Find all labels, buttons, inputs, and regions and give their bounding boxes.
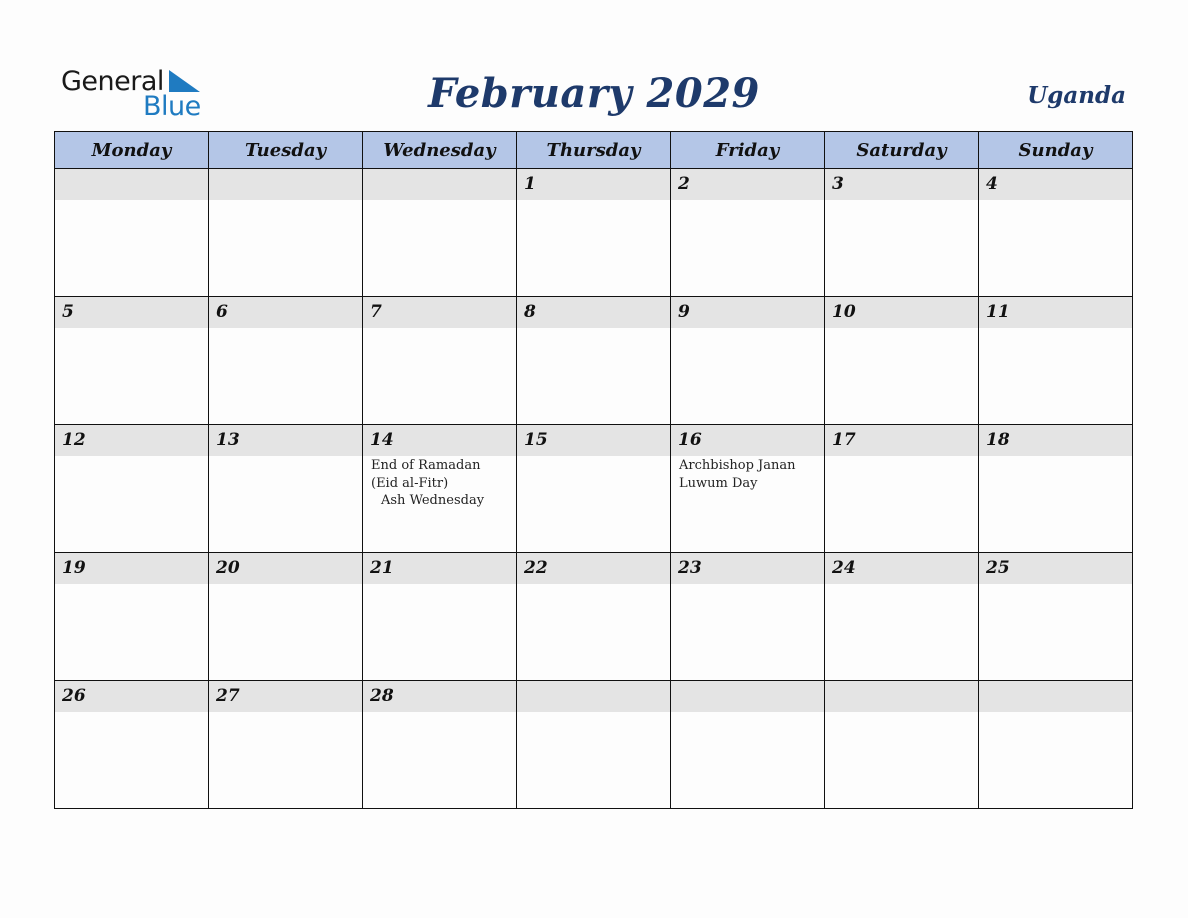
day-number-bar [517, 297, 670, 328]
calendar-title: February 2029 [428, 70, 760, 117]
day-cell[interactable] [55, 297, 209, 425]
day-number: 17 [832, 430, 856, 450]
day-number: 10 [832, 302, 856, 322]
day-number: 12 [62, 430, 86, 450]
day-cell[interactable] [825, 169, 979, 297]
day-number-bar [55, 553, 208, 584]
day-cell[interactable] [517, 297, 671, 425]
day-cell[interactable] [363, 681, 517, 809]
day-number: 24 [832, 558, 856, 578]
week-row [55, 297, 1133, 425]
day-cell[interactable] [209, 681, 363, 809]
day-number-bar [517, 681, 670, 712]
calendar-grid [54, 131, 1133, 809]
day-cell[interactable] [825, 425, 979, 553]
holiday-event: Archbishop Janan Luwum Day [679, 458, 796, 491]
day-number-bar [979, 553, 1132, 584]
week-row [55, 681, 1133, 809]
day-cell[interactable] [363, 297, 517, 425]
day-cell[interactable] [363, 553, 517, 681]
day-number: 20 [216, 558, 240, 578]
day-cell[interactable] [517, 553, 671, 681]
day-number-bar [671, 425, 824, 456]
day-number-bar [517, 425, 670, 456]
day-number-bar [209, 553, 362, 584]
day-number-bar [671, 169, 824, 200]
day-number: 11 [986, 302, 1010, 322]
day-number: 7 [370, 302, 382, 322]
weekday-header: Sunday [979, 132, 1133, 169]
day-number-bar [55, 169, 208, 200]
day-number-bar [363, 169, 516, 200]
empty-day-cell [517, 681, 671, 809]
day-cell[interactable] [209, 553, 363, 681]
weekday-header-row [55, 132, 1133, 169]
day-cell[interactable] [671, 425, 825, 553]
day-number: 15 [524, 430, 548, 450]
holiday-list [363, 456, 516, 510]
day-number-bar [55, 681, 208, 712]
holiday-list [671, 456, 824, 492]
country-label: Uganda [1027, 82, 1126, 109]
day-number: 19 [62, 558, 86, 578]
day-number: 26 [62, 686, 86, 706]
day-cell[interactable] [979, 425, 1133, 553]
day-number-bar [55, 425, 208, 456]
day-number-bar [209, 425, 362, 456]
weekday-header: Wednesday [363, 132, 517, 169]
week-row [55, 553, 1133, 681]
day-number: 9 [678, 302, 690, 322]
day-cell[interactable] [671, 553, 825, 681]
day-number: 18 [986, 430, 1010, 450]
day-number: 5 [62, 302, 74, 322]
day-cell[interactable] [55, 553, 209, 681]
day-number-bar [363, 297, 516, 328]
weekday-header: Saturday [825, 132, 979, 169]
day-cell[interactable] [979, 297, 1133, 425]
day-cell[interactable] [979, 169, 1133, 297]
day-number-bar [979, 425, 1132, 456]
day-cell[interactable] [55, 425, 209, 553]
day-number-bar [979, 169, 1132, 200]
day-number-bar [209, 297, 362, 328]
empty-day-cell [979, 681, 1133, 809]
day-cell[interactable] [209, 425, 363, 553]
empty-day-cell [671, 681, 825, 809]
day-number: 2 [678, 174, 690, 194]
weekday-header: Thursday [517, 132, 671, 169]
day-number: 14 [370, 430, 394, 450]
holiday-event: Ash Wednesday [381, 493, 485, 508]
day-number: 1 [524, 174, 536, 194]
day-cell[interactable] [209, 297, 363, 425]
day-number: 4 [986, 174, 998, 194]
day-number: 25 [986, 558, 1010, 578]
day-number-bar [671, 681, 824, 712]
day-number-bar [825, 169, 978, 200]
day-number-bar [671, 297, 824, 328]
empty-day-cell [363, 169, 517, 297]
day-number-bar [979, 297, 1132, 328]
day-number-bar [363, 681, 516, 712]
empty-day-cell [825, 681, 979, 809]
day-number: 27 [216, 686, 240, 706]
day-number-bar [979, 681, 1132, 712]
week-row [55, 169, 1133, 297]
empty-day-cell [55, 169, 209, 297]
day-cell[interactable] [517, 169, 671, 297]
day-number-bar [825, 425, 978, 456]
logo-text-general: General [61, 66, 164, 97]
logo-text-blue: Blue [143, 91, 201, 122]
day-cell[interactable] [517, 425, 671, 553]
holiday-event: End of Ramadan (Eid al-Fitr) [371, 458, 481, 491]
week-row [55, 425, 1133, 553]
day-number-bar [825, 681, 978, 712]
day-cell[interactable] [55, 681, 209, 809]
day-cell[interactable] [979, 553, 1133, 681]
day-cell[interactable] [825, 553, 979, 681]
day-cell[interactable] [363, 425, 517, 553]
day-number: 23 [678, 558, 702, 578]
day-number: 8 [524, 302, 536, 322]
day-number: 13 [216, 430, 240, 450]
day-number: 21 [370, 558, 394, 578]
day-number-bar [55, 297, 208, 328]
day-number: 16 [678, 430, 702, 450]
day-number: 28 [370, 686, 394, 706]
day-number-bar [209, 681, 362, 712]
weekday-header: Friday [671, 132, 825, 169]
empty-day-cell [209, 169, 363, 297]
day-number: 3 [832, 174, 844, 194]
day-cell[interactable] [825, 297, 979, 425]
day-number: 6 [216, 302, 228, 322]
weekday-header: Tuesday [209, 132, 363, 169]
weekday-header: Monday [55, 132, 209, 169]
day-number: 22 [524, 558, 548, 578]
day-number-bar [517, 169, 670, 200]
day-number-bar [517, 553, 670, 584]
day-number-bar [363, 553, 516, 584]
day-number-bar [363, 425, 516, 456]
day-number-bar [825, 553, 978, 584]
day-cell[interactable] [671, 297, 825, 425]
day-cell[interactable] [671, 169, 825, 297]
day-number-bar [209, 169, 362, 200]
day-number-bar [671, 553, 824, 584]
day-number-bar [825, 297, 978, 328]
